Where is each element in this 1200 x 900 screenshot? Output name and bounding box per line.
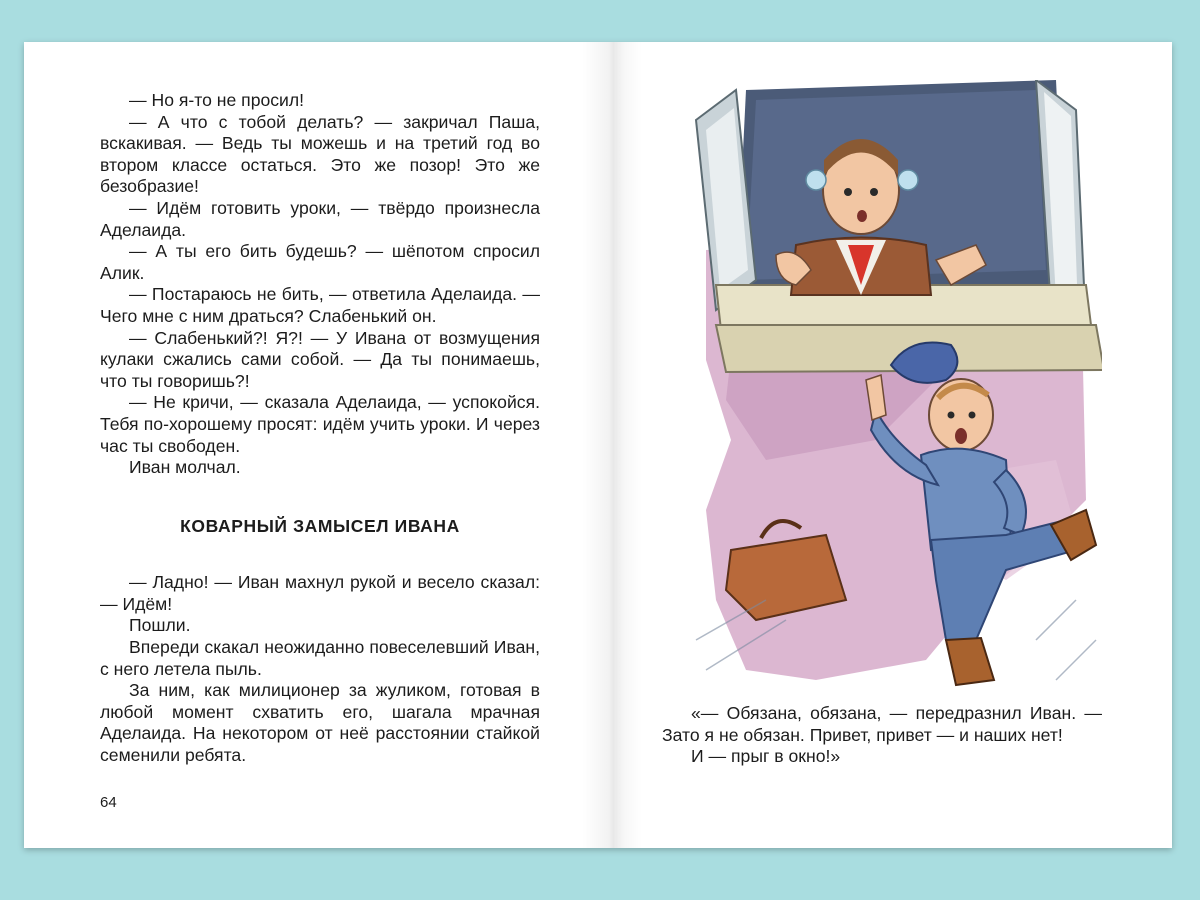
- paragraph: Впереди скакал неожиданно повеселевший Иван, с него летела пыль.: [100, 637, 540, 679]
- chapter-heading: КОВАРНЫЙ ЗАМЫСЕЛ ИВАНА: [180, 515, 460, 536]
- paragraph: Пошли.: [129, 615, 191, 636]
- illustration: [676, 80, 1102, 712]
- caption-line: «— Обязана, обязана, — передразнил Иван. — Зато я не обязан. Привет, привет — и наших нет!: [662, 703, 1102, 745]
- paragraph: — А что с тобой делать? — закричал Паша, вскакивая. — Ведь ты можешь и на третий год во втором классе остаться. Это же позор! Это же безобразие!: [100, 111, 540, 197]
- paragraph: За ним, как милиционер за жуликом, готовая в любой момент схватить его, шагала мрачная Аделаида. На некотором от неё расстоянии стайкой семенили ребята.: [100, 680, 540, 766]
- caption-line: И — прыг в окно!»: [691, 746, 841, 767]
- paragraph: — Но я-то не просил!: [129, 90, 305, 110]
- paragraph: — Ладно! — Иван махнул рукой и весело сказал: — Идём!: [100, 572, 540, 614]
- paragraph: — Идём готовить уроки, — твёрдо произнесла Аделаида.: [100, 197, 540, 240]
- paragraph: — Постараюсь не бить, — ответила Аделаида. — Чего мне с ним драться? Слабенький он.: [100, 284, 540, 326]
- paragraph: — Слабенький?! Я?! — У Ивана от возмущения кулаки сжались сами собой. — Да ты понимаешь, что ты говоришь?!: [100, 327, 540, 391]
- illustration-caption: [662, 703, 1102, 768]
- page-number: 64: [100, 794, 117, 811]
- paragraph: — А ты его бить будешь? — шёпотом спросил Алик.: [100, 241, 540, 283]
- left-page-text: [100, 90, 540, 767]
- paragraph: Иван молчал.: [129, 457, 241, 478]
- paragraph: — Не кричи, — сказала Аделаида, — успокойся. Тебя по-хорошему просят: идём учить уроки. И через час ты свободен.: [100, 392, 540, 456]
- book-spread: [24, 42, 1172, 848]
- book-gutter: [582, 42, 642, 848]
